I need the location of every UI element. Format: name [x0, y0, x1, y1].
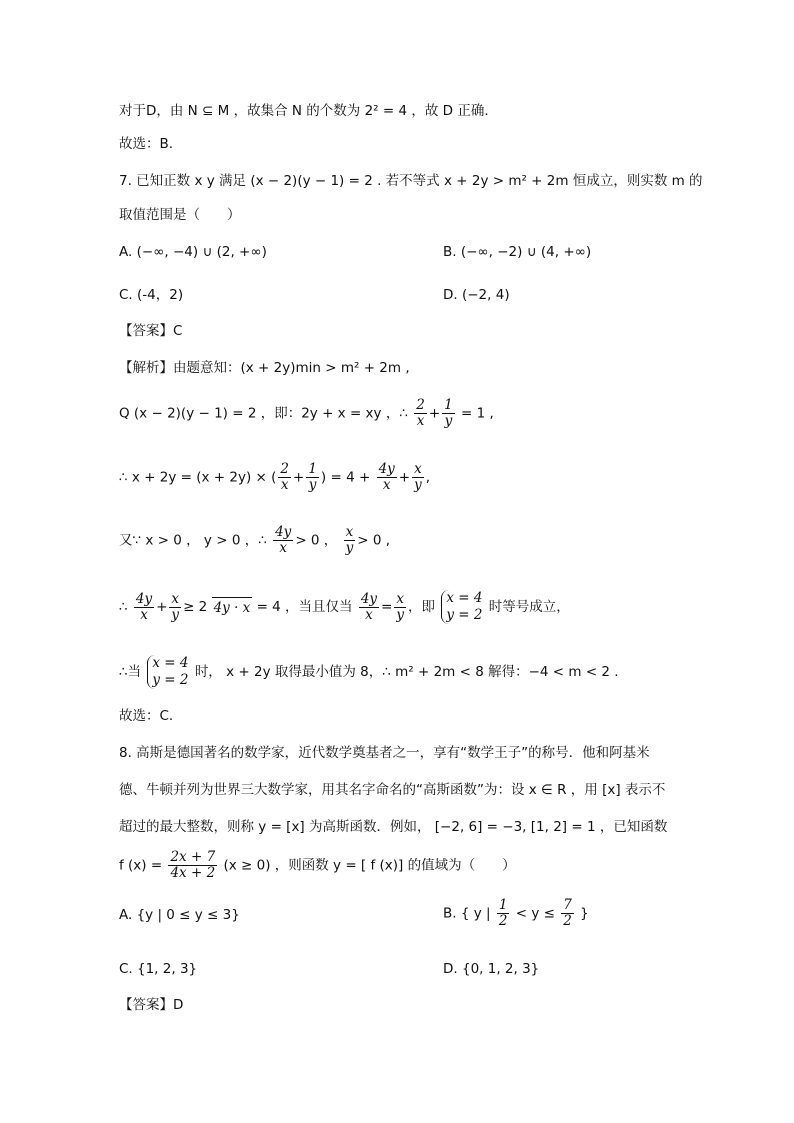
- equation-system: x = 4 y = 2: [147, 655, 188, 689]
- square-root: 4y · x: [212, 597, 253, 618]
- q7-option-d: D. (−2, 4): [443, 287, 510, 303]
- q7-explanation-3: ∴ x + 2y = (x + 2y) × ( $\frac{2}{x}$ + $\frac{1}{y}$ ) = 4 + $\frac{4y}{x}$ + $\frac{x}{y}$ ,: [119, 461, 431, 493]
- q8-option-d: D. {0, 1, 2, 3}: [443, 961, 540, 977]
- q7-answer: 【答案】C: [119, 323, 183, 339]
- q7-choose-c: 故选：C.: [119, 708, 174, 724]
- line-condition: 对于D，由 N ⊆ M ，故集合 N 的个数为 2² = 4 ，故 D 正确.: [119, 103, 489, 119]
- q8-option-b: B. { y | $\frac{1}{2}$ < y ≤ $\frac{7}{2}$ }: [443, 897, 589, 929]
- fraction: $\frac{1}{y}$: [308, 461, 317, 493]
- q8-stem-3: 超过的最大整数，则称 y = [x] 为高斯函数．例如， [−2, 6] = −3, [1, 2] = 1 ，已知函数: [119, 819, 668, 835]
- fraction: $\frac{7}{2}$: [563, 897, 572, 929]
- q7-explanation-5: ∴ $\frac{4y}{x}$ + $\frac{x}{y}$ ≥ 2 4y · x = 4 ，当且仅当 $\frac{4y}{x}$ = $\frac{x}{y}$ ，即 x = 4 y = 2 时等号成立，: [119, 590, 570, 623]
- fraction: $\frac{2}{x}$: [280, 461, 289, 493]
- q7-explanation-4: 又∵ x > 0 ， y > 0 ，∴ $\frac{4y}{x}$ > 0 ， $\frac{x}{y}$ > 0 ,: [119, 524, 391, 556]
- q8-option-c: C. {1, 2, 3}: [119, 961, 198, 977]
- fraction: $\frac{x}{y}$: [171, 590, 180, 623]
- q7-explanation-2: Q (x − 2)(y − 1) = 2 ，即：2y + x = xy ，∴ $\frac{2}{x}$ + $\frac{1}{y}$ = 1 ,: [119, 397, 494, 429]
- fraction: $\frac{x}{y}$: [396, 590, 405, 623]
- q8-option-a: A. {y | 0 ≤ y ≤ 3}: [119, 907, 240, 923]
- fraction: $\frac{4y}{x}$: [378, 461, 395, 493]
- equation-system: x = 4 y = 2: [441, 590, 482, 624]
- fraction: $\frac{x}{y}$: [345, 524, 354, 556]
- q7-explanation-6: ∴当 x = 4 y = 2 时， x + 2y 取得最小值为 8，∴ m² + 2m < 8 解得：−4 < m < 2 .: [119, 655, 619, 688]
- fraction: $\frac{1}{2}$: [498, 897, 508, 929]
- q8-stem-4: f (x) = $\frac{2x + 7}{4x + 2}$ (x ≥ 0) ，则函数 y = [ f (x)] 的值域为（ ）: [119, 849, 516, 881]
- q8-stem-1: 8. 高斯是德国著名的数学家，近代数学奠基者之一，享有“数学王子”的称号．他和阿基米: [119, 745, 650, 761]
- q7-option-c: C. (-4，2): [119, 287, 184, 303]
- q7-stem-cont: 取值范围是（ ）: [119, 207, 241, 223]
- q7-option-a: A. (−∞, −4) ∪ (2, +∞): [119, 244, 267, 260]
- q7-stem: 7. 已知正数 x y 满足 (x − 2)(y − 1) = 2 . 若不等式 x + 2y > m² + 2m 恒成立，则实数 m 的: [119, 173, 703, 189]
- fraction: $\frac{4y}{x}$: [275, 524, 292, 556]
- fraction: $\frac{4y}{x}$: [135, 590, 153, 623]
- fraction: $\frac{x}{y}$: [414, 461, 422, 493]
- q7-option-b: B. (−∞, −2) ∪ (4, +∞): [443, 244, 592, 260]
- fraction: $\frac{4y}{x}$: [360, 590, 378, 623]
- fraction: $\frac{2x + 7}{4x + 2}$: [170, 849, 216, 881]
- q7-explanation-1: 【解析】由题意知：(x + 2y)min > m² + 2m ,: [119, 360, 410, 376]
- q8-stem-2: 德、牛顿并列为世界三大数学家，用其名字命名的“高斯函数”为：设 x ∈ R ，用 [x] 表示不: [119, 782, 666, 798]
- q8-answer: 【答案】D: [119, 997, 184, 1013]
- fraction: $\frac{1}{y}$: [444, 397, 453, 429]
- line-choose-b: 故选：B.: [119, 136, 174, 152]
- fraction: $\frac{2}{x}$: [416, 397, 425, 429]
